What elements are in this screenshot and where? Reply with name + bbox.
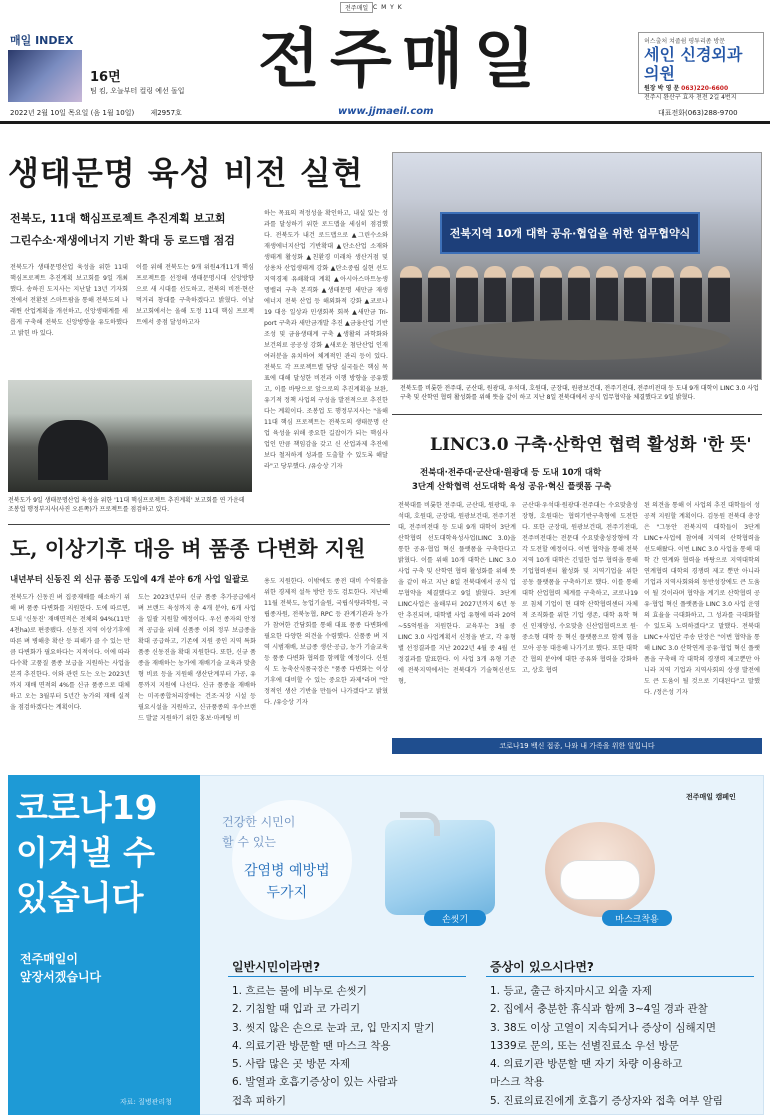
lead-column-1: 전북도가 생태문명산업 육성을 위한 11대 핵심프로젝트 추진계획 보고회를 9일 개최했다. 송하진 도지사는 지난달 13년 기자회견에서 전환된 스마트팜을 통해 전북도의 나래뛴 산업계획을 개선하고, 신앙생태계를 새롭게 구축해 전북도 신앙방향을 유도하했다고 밝힌 바 있다. <box>10 264 128 337</box>
list-item: 접촉 피하기 <box>232 1094 287 1107</box>
third-subheadline-2: 3단계 산학협력 선도대학 육성 공유·혁신 플랫폼 구축 <box>412 482 612 492</box>
index-label: 매일 INDEX <box>10 34 74 47</box>
symptoms-list <box>490 982 762 1110</box>
campaign-label: 전주매일 캠페인 <box>686 793 736 801</box>
symptoms-heading: 증상이 있으시다면? <box>490 960 594 974</box>
second-headline[interactable]: 도, 이상기후 대응 벼 품종 다변화 지원 <box>10 536 366 561</box>
mask-icon <box>560 860 640 900</box>
general-citizens-list <box>232 982 472 1110</box>
mou-photo-caption: 전북도를 비롯한 전주대, 군산대, 원광대, 우석대, 호원대, 군장대, 원광보건대, 전주기전대, 전주비전대 등 도내 9개 대학이 LINC 3.0 사업 구축 및 산학연 협력 활성화를 위해 뜻을 같이 하고 지난 8일 전북대에서 공식 업무협약을 체결했다고 9일 밝혔다. <box>400 385 759 401</box>
top-tag: 전주매일 <box>340 2 373 13</box>
list-item: 2. 집에서 충분한 휴식과 함께 3~4일 경과 관찰 <box>490 1003 708 1016</box>
campaign-leadin <box>20 950 101 986</box>
mou-banner: 전북지역 10개 대학 공유·협업을 위한 업무협약식 <box>440 212 700 254</box>
issue-date: 2022년 2월 10일 목요일 (음 1월 10일) <box>10 109 135 117</box>
site-url[interactable]: www.jjmaeil.com <box>338 106 434 117</box>
list-item: 1339로 문의, 또는 선별진료소 우선 방문 <box>490 1039 679 1052</box>
third-subheadline-1: 전북대·전주대·군산대·원광대 등 도내 10개 대학 <box>420 468 602 478</box>
list-item: 1. 등교, 출근 하지마시고 외출 자제 <box>490 985 652 997</box>
campaign-leadin-line: 앞장서겠습니다 <box>20 970 102 984</box>
list-item: 5. 사람 많은 곳 방문 자제 <box>232 1058 350 1071</box>
list-item: 4. 의료기관 방문할 땐 마스크 착용 <box>232 1039 391 1052</box>
list-item: 5. 진료의료진에게 호흡기 증상자와 접촉 여부 알림 <box>490 1094 723 1107</box>
list-item: 6. 발열과 호흡기증상이 있는 사람과 <box>232 1076 398 1089</box>
handwashing-tag: 손씻기 <box>424 910 486 926</box>
index-page: 16면 <box>90 70 121 85</box>
list-item: 4. 의료기관 방문할 땐 자기 차량 이용하고 <box>490 1058 683 1071</box>
campaign-leadin-line: 전주매일이 <box>20 952 78 966</box>
main-phone: 대표전화(063)288-9700 <box>658 109 738 117</box>
lead-column-3: 하는 목표의 적정성을 확인하고, 내실 있는 성과를 달성하기 위한 로드맵을 세심히 점검했다. 전북도가 내건 로드맵으로 ▲그린수소와 재생에너지산업 기반확대 ▲탄소산업 소재와 생태계 활성화 ▲친환경 미래차 생산거점 및 상용차 산업생태계 강화 ▲탄소중립 실현 선도 지역경제 유쇄확대 계획 ▲아시아스마트농생명밸리 구축 본격화 ▲생태문명 새만금 재생 에너지 전북 산업 등 해외화적 강화 ▲코로나19 대응 일상과 민생회복 회복 ▲새만금 Tri-port 구축과 새만금개발 추진 ▲금융산업 기반 조성 및 금융생태계 구축 ▲생활의 과학화와 보건의료 공공성 강화 ▲새로운 첨단산업 인재 여러분을 유치하여 체계적인 관리 등이 있다. 전북도 각 프로젝트별 담당 실국들은 핵심 목표에 대해 달성한 비전과 이행 방향을 공유했고, 이를 바탕으로 앞으로의 추진계획을 보완, 유기적 정책 사업의 구성을 발전적으로 추진한다는 계획이다. 조봉업 도 행정부지사는 "올해 11대 핵심 프로젝트는 전북도의 생태문명 산업 육성을 위해 중요한 길잡이가 되는 핵심사업인 만큼 책임감을 갖고 신 산업과제 추진에 보다 철저하게 성과를 도출할 수 있도록 해달라"고 당부했다. /유승상 기자 <box>264 210 388 470</box>
second-column-2: 도는 2023년부터 신규 품종 추가공급에서 벼 브랜드 육성까지 총 4개 분야, 6개 사업을 일괄 지원할 예정이다. 우선 종자의 안정적 공급을 위해 신품종 이외 정부 보급종을 확대 공급하고, 기존에 지원 중인 지역 특화품종 신동진을 확대 지원한다. 또한, 신규 품종을 재배하는 농가에 재배기술 교육과 맞춤형 비료 등을 지원해 생산단계부터 가공, 유통까지 지원에 나선다. 신규 품종을 재배하는 미곡종합처리장에는 건조·저장 시설 등 필요시설을 지원하고, 신규품종의 우수브랜드 발굴 지원하기 위한 홍보·마케팅 비 <box>138 594 256 722</box>
ad-director: 원장 박 영 문 <box>644 85 680 93</box>
divider <box>486 976 754 977</box>
campaign-source: 자료: 질병관리청 <box>120 1098 172 1106</box>
lead-subheadline-2: 그린수소·재생에너지 기반 확대 등 로드맵 점검 <box>10 234 235 247</box>
list-item: 1. 흐르는 물에 비누로 손씻기 <box>232 985 367 997</box>
third-headline[interactable]: LINC3.0 구축·산학연 협력 활성화 '한 뜻' <box>430 435 752 455</box>
issue-number: 제2957호 <box>150 109 182 117</box>
ad-clinic-name: 세인 신경외과 의원 <box>644 45 743 84</box>
lead-column-2: 이를 위해 전북도는 9개 위원4개11개 핵심 프로젝트를 선정해 생태문명시대 신앙방향으로 새 시대를 선도하고, 전북의 비전·현산 먹거리 창대를 구축하겠다고 밝혔다. 이날 보고회에서는 올해 도정 11대 핵심 프로젝트에서 중점 달성하고자 <box>136 264 254 326</box>
mou-attendees <box>400 266 754 322</box>
lead-photo[interactable] <box>8 380 252 492</box>
campaign-title <box>16 785 158 920</box>
list-item: 2. 기침할 때 입과 코 가리기 <box>232 1003 361 1016</box>
list-item: 마스크 착용 <box>490 1076 545 1089</box>
index-photo[interactable] <box>8 50 82 102</box>
lead-headline[interactable]: 생태문명 육성 비전 실현 <box>8 154 364 192</box>
masthead-rule <box>0 121 770 124</box>
bubble-subtitle-line: 건강한 시민이 <box>222 815 296 829</box>
divider <box>228 976 466 977</box>
second-column-3: 용도 지원한다. 이밖에도 종전 대비 수익률을 위한 경제적 설득 방안 등도 검토한다. 지난해 11월 전북도, 농업기술원, 국립식량과학원, 국립종자원, 전북농협, RPC 등 관계기관과 농가가 참여한 간담회를 통해 대표 품종 다변화에 필요한 다양한 의견을 수렴했다. 신품종 벼 지역 시범재배, 보급종 생산·공급, 농가 기술교육 등 품종 다변화 협의를 함께할 예정이다. 신원식 도 농축산식품국장은 "품종 다변화는 이상기후에 대비할 수 있는 중요한 과제"라며 "안정적인 생산 기반을 만들어 나가겠다"고 밝혔다. /유승상 기자 <box>264 578 388 706</box>
campaign-title-line: 코로나19 <box>16 788 158 827</box>
bubble-title-line: 두가지 <box>266 885 308 901</box>
ad-small-text: 허스출처 쳐줍쉼 평투리좀 방문 <box>644 38 726 45</box>
vaccine-strip: 코로나19 백신 접종, 나와 내 가족을 위한 일입니다 <box>392 738 762 754</box>
bubble-subtitle-line: 할 수 있는 <box>222 835 276 849</box>
bubble-title-line: 감염병 예방법 <box>244 863 330 879</box>
third-column-1: 전북대를 비롯한 전주대, 군산대, 원광대, 우석대, 호원대, 군장대, 원광보건대, 전주기전대, 전주비전대 등 도내 9개 대학이 3단계 산학협력 선도대학육성사업(LINC 3.0)을 통한 공유·협업 혁신 플랫폼을 구축한다고 밝혔다. 이를 위해 10개 대학은 LINC 3.0 사업 구축 및 산학연 협력 활성화를 위해 뜻을 같이 하고 지난 8일 전북대에서 공식 업무협약을 체결했다고 9일 밝혔다. 3단계 LINC사업은 올해부터 2027년까지 6년 동안 추진되며, 대학별 사업 유형에 따라 20억~55억원을 지원한다. 교육부는 3월 중 LINC 3.0 사업계획서 신청을 받고, 각 유형별 선정결과를 지난 2022년 4월 중 4월 선정결과를 발표한다. 이 사업 3개 유형 기준에 전북지역에서는 전북대가 기술혁신선도형, <box>398 502 516 685</box>
color-marks: C M Y K <box>373 4 403 11</box>
third-column-3: 된 의견을 통해 이 사업의 추진 대학들이 성공적 지원할 계획이다. 김동원 전북대 총장은 "그동안 전북지역 대학들이 3단계 LINC+사업에 참여해 지역의 산학협력을 선도해왔다. 이번 LINC 3.0 사업을 통해 대학 간 연계와 협력을 바탕으로 지역대학의 연계협력 대학의 경쟁력 제고 뿐만 아니라 기업과 지역사회와의 동반성장에도 큰 도움이 될 것이라며 협약을 계기로 산학협력 공유·협업 혁신 플랫폼을 LINC 3.0 사업 운영의 효율을 극대화하고, 그 성과를 극대화할 수 있도록 노력하겠다"고 말했다. 전북대 LINC+사업단 주송 단장은 "이번 협약을 통해 LINC 3.0 산학연계 공유·협업 혁신 플랫폼을 구축해 각 대학의 경쟁력 제고뿐만 아니라 지역 기업과 지역사회의 상생 발전에도 큰 도움이 될 것으로 기대된다"고 말했다. /정은성 기자 <box>644 502 760 696</box>
bubble-subtitle <box>222 812 295 852</box>
second-column-1: 전북도가 신동진 벼 집중재배를 해소하기 위해 벼 품종 다변화를 지원한다. 도에 따르면, 도내 '신동진' 재배면적은 전체의 94%(11만4천ha)로 편중됐다. 신동진 지역 이상기후에 따른 벼 병해충 확산 등 피해가 클 수 있는 만큼 다변화가 필요하다는 지적이다. 이에 따라 다수확 고품질 품종 보급을 지원하는 사업을 본격 추진한다. 이와 관련 도는 오는 2023년까지 재배 면적의 4%를 신규 품종으로 대체하고 오는 3월부터 5년간 농가의 재배 실적을 점검하겠다는 계획이다. <box>10 594 130 711</box>
third-column-2: 군산대·우석대·원광대·전주대는 수요맞춤성장형, 호원대는 협력기반구축형에 도전한다. 또한 군장대, 원광보건대, 전주기전대, 전주비전대는 전문대 수요맞춤성장형에 각각 도전할 예정이다. 이번 협약을 통해 전북지역 10개 대학은 긴밀한 업무 협력을 통해 기업협력센터 활성화 및 지역기업을 위한 공동 플랫폼을 구축하기로 했다. 이를 통해 대학 산업협력 체계를 구축하고, 코로나19로 침체 기업이 현 대학 산학협력센터 자체적 조직화를 위한 기업 생존, 대학 유학 혁신 인재양성, 수요맞춤 신산업협력으로 원·중소형 대학 등 혁신 플랫폼으로 함께 힘을 모아 공동 대응해 나가기로 했다. 또한 대학 간 협의 분야에 대한 공유와 협력을 강화하고, 상호 협력 <box>522 502 638 674</box>
campaign-title-line: 이겨낼 수 <box>16 833 156 872</box>
newspaper-logo: 전주매일 <box>258 23 546 97</box>
bubble-title <box>244 860 330 904</box>
conference-table <box>430 320 730 360</box>
index-text[interactable]: 팀 킴, 오늘부터 컬링 예선 돌입 <box>90 87 185 95</box>
ad-phone: 063)220-6600 <box>681 85 729 93</box>
campaign-title-line: 있습니다 <box>16 878 144 917</box>
section-rule <box>8 524 390 525</box>
faucet-icon <box>400 812 440 836</box>
clinic-ad[interactable] <box>638 32 764 102</box>
second-subheadline: 내년부터 신동진 외 신규 품종 도입에 4개 분야 6개 사업 일괄로 <box>10 575 249 585</box>
ad-tel-line <box>644 83 758 92</box>
list-item: 3. 씻지 않은 손으로 눈과 코, 입 만지지 말기 <box>232 1021 435 1034</box>
ad-address: 전주시 완산구 효자 천전 2길 4번지 <box>644 94 737 102</box>
right-rule <box>392 414 762 415</box>
mask-tag: 마스크착용 <box>602 910 672 926</box>
lead-subheadline: 전북도, 11대 핵심프로젝트 추진계획 보고회 <box>10 212 226 225</box>
list-item: 3. 38도 이상 고열이 지속되거나 증상이 심해지면 <box>490 1021 716 1034</box>
general-citizens-heading: 일반시민이라면? <box>232 960 321 974</box>
date-line <box>10 108 196 118</box>
lead-photo-caption: 전북도가 9일 생태문명산업 육성을 위한 '11대 핵심프로젝트 추진계획' 보고회를 연 가운데 조봉업 행정부지사(사진 오른쪽)가 프로젝트를 점검하고 있다. <box>8 497 245 513</box>
